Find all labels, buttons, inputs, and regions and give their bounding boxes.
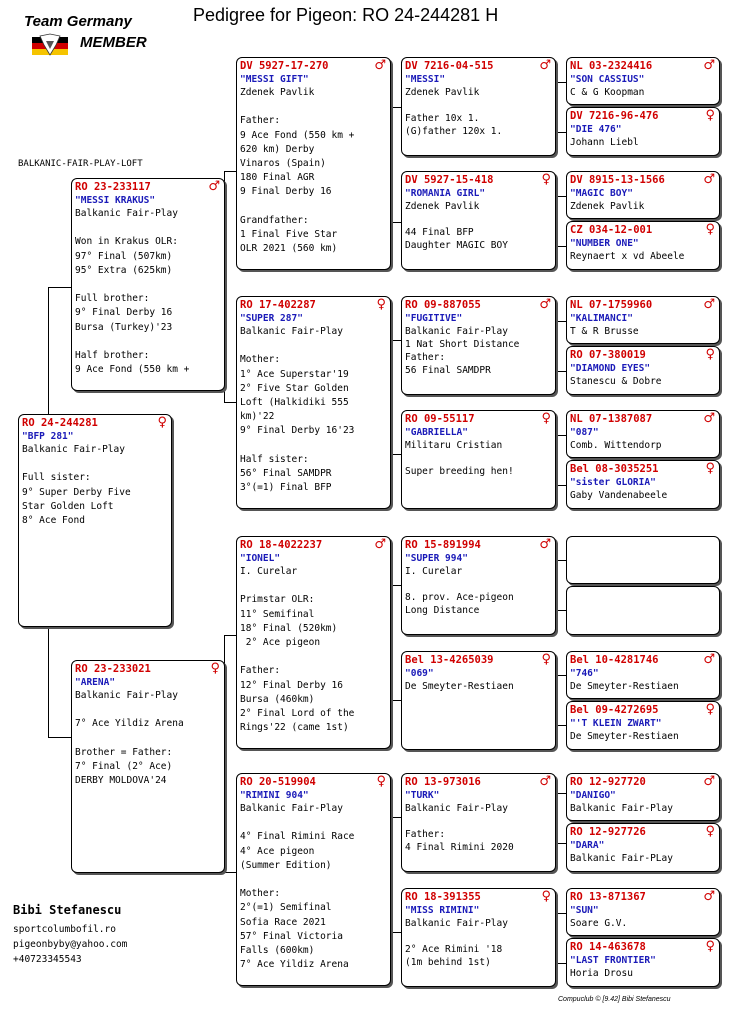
ring-number: RO 23-233021 — [75, 663, 151, 675]
female-icon: ♀ — [541, 172, 551, 187]
male-icon: ♂ — [703, 652, 715, 667]
pigeon-notes: I. Curelar Primstar OLR: 11° Semifinal 18° Final (520km) 2° Ace pigeon Father: 12° Final Derby 16 Bursa (460km) 2° Final Lord of the Rings'22 (came 1st) — [240, 566, 355, 734]
ring-number: RO 17-402287 — [240, 299, 316, 311]
female-icon: ♀ — [376, 774, 386, 789]
ring-number: RO 24-244281 — [22, 417, 98, 429]
ring-number: Bel 10-4281746 — [570, 654, 659, 666]
ring-number: Bel 08-3035251 — [570, 463, 659, 475]
ring-number: RO 13-871367 — [570, 891, 646, 903]
pigeon-card-g3[interactable] — [401, 888, 556, 987]
pigeon-card-ds[interactable] — [236, 536, 391, 749]
pigeon-card-g4[interactable] — [566, 107, 720, 156]
ring-number: RO 12-927720 — [570, 776, 646, 788]
pigeon-notes: Zdenek Pavlik — [570, 201, 645, 212]
pigeon-notes: Zdenek Pavlik Father: 9 Ace Fond (550 km + 620 km) Derby Vinaros (Spain) 180 Final AGR 9 Final Derby 16 Grandfather: 1 Final Five Star OLR 2021 (560 km) — [240, 87, 355, 255]
pigeon-name: "MESSI KRAKUS" — [75, 195, 156, 206]
male-icon: ♂ — [703, 297, 715, 312]
pigeon-name: "LAST FRONTIER" — [570, 955, 656, 966]
pigeon-name: "SON CASSIUS" — [570, 74, 645, 85]
female-icon: ♀ — [705, 222, 715, 237]
male-icon: ♂ — [539, 537, 551, 552]
pigeon-name: "TURK" — [405, 790, 440, 801]
female-icon: ♀ — [541, 411, 551, 426]
male-icon: ♂ — [703, 172, 715, 187]
pigeon-name: "BFP 281" — [22, 431, 74, 442]
pigeon-notes: Gaby Vandenabeele — [570, 490, 668, 501]
owner-contact — [13, 922, 127, 967]
pigeon-name: "MESSI" — [405, 74, 446, 85]
ring-number: Bel 13-4265039 — [405, 654, 494, 666]
pigeon-card-g4[interactable] — [566, 57, 720, 105]
pigeon-name: "DANIGO" — [570, 790, 616, 801]
footer-credit: Compuclub © [9.42] Bibi Stefanescu — [558, 996, 671, 1003]
pigeon-notes: Reynaert x vd Abeele — [570, 251, 685, 262]
pigeon-name: "GABRIELLA" — [405, 427, 468, 438]
pigeon-name: "SUPER 994" — [405, 553, 468, 564]
pigeon-name: "NUMBER ONE" — [570, 238, 639, 249]
pigeon-notes: I. Curelar 8. prov. Ace-pigeon Long Distance — [405, 566, 514, 616]
pigeon-notes: Balkanic Fair-Play 7° Ace Yildiz Arena Brother = Father: 7° Final (2° Ace) DERBY MOLDOVA'24 — [75, 690, 184, 787]
female-icon: ♀ — [541, 652, 551, 667]
female-icon: ♀ — [210, 661, 220, 676]
pigeon-name: "MESSI GIFT" — [240, 74, 309, 85]
pigeon-card-dd[interactable] — [236, 773, 391, 986]
pigeon-card-g4[interactable] — [566, 460, 720, 509]
pigeon-notes: De Smeyter-Restiaen — [570, 681, 679, 692]
female-icon: ♀ — [705, 939, 715, 954]
pigeon-name: "087" — [570, 427, 599, 438]
owner-website[interactable]: sportcolumbofil.ro — [13, 924, 116, 935]
pigeon-name: "ARENA" — [75, 677, 116, 688]
ring-number: Bel 09-4272695 — [570, 704, 659, 716]
ring-number: RO 23-233117 — [75, 181, 151, 193]
pigeon-card-g4[interactable] — [566, 296, 720, 344]
page-title: Pedigree for Pigeon: RO 24-244281 H — [193, 5, 499, 25]
pigeon-notes: Balkanic Fair-Play Full sister: 9° Super Derby Five Star Golden Loft 8° Ace Fond — [22, 444, 131, 527]
pigeon-card-ss[interactable] — [236, 57, 391, 270]
ring-number: RO 14-463678 — [570, 941, 646, 953]
female-icon: ♀ — [376, 297, 386, 312]
connector-line — [48, 287, 49, 415]
pigeon-notes: Balkanic Fair-PLay — [570, 853, 673, 864]
connector-line — [48, 287, 72, 288]
pigeon-card-g3[interactable] — [401, 410, 556, 509]
ring-number: RO 09-55117 — [405, 413, 475, 425]
pigeon-notes: De Smeyter-Restiaen — [405, 681, 514, 692]
eagle-flag-icon — [30, 33, 70, 57]
pigeon-name: "'T KLEIN ZWART" — [570, 718, 662, 729]
ring-number: RO 09-887055 — [405, 299, 481, 311]
pigeon-name: "MAGIC BOY" — [570, 188, 633, 199]
pigeon-notes: Balkanic Fair-Play 4° Final Rimini Race 4° Ace pigeon (Summer Edition) Mother: 2°(=1) Semifinal Sofia Race 2021 57° Final Victoria Falls (600km) 7° Ace Yildiz Arena — [240, 803, 355, 971]
pigeon-notes: Balkanic Fair-Play Father: 4 Final Rimini 2020 — [405, 803, 514, 853]
pigeon-card-g3[interactable] — [401, 773, 556, 872]
pigeon-name: "DIAMOND EYES" — [570, 363, 651, 374]
male-icon: ♂ — [539, 58, 551, 73]
pigeon-name: "RIMINI 904" — [240, 790, 309, 801]
pigeon-name: "MISS RIMINI" — [405, 905, 480, 916]
ring-number: CZ 034-12-001 — [570, 224, 653, 236]
female-icon: ♀ — [705, 108, 715, 123]
pigeon-card-dam[interactable] — [71, 660, 225, 873]
pigeon-notes: Balkanic Fair-Play 1 Nat Short Distance Father: 56 Final SAMDPR — [405, 326, 520, 376]
male-icon: ♂ — [539, 774, 551, 789]
pigeon-card-g4[interactable] — [566, 938, 720, 987]
pigeon-card-g3[interactable] — [401, 651, 556, 750]
male-icon: ♂ — [703, 58, 715, 73]
pigeon-card-empty[interactable] — [566, 536, 720, 584]
male-icon: ♂ — [208, 179, 220, 194]
ring-number: DV 7216-96-476 — [570, 110, 659, 122]
pigeon-notes: Balkanic Fair-Play Mother: 1° Ace Superstar'19 2° Five Star Golden Loft (Halkidiki 555 km)'22 9° Final Derby 16'23 Half sister: 56° Final SAMDPR 3°(=1) Final BFP — [240, 326, 355, 494]
pigeon-card-sire[interactable] — [71, 178, 225, 391]
female-icon: ♀ — [705, 702, 715, 717]
pigeon-card-g4[interactable] — [566, 773, 720, 821]
pigeon-name: "IONEL" — [240, 553, 281, 564]
pigeon-notes: T & R Brusse — [570, 326, 639, 337]
ring-number: NL 07-1759960 — [570, 299, 653, 311]
pigeon-card-g3[interactable] — [401, 57, 556, 156]
pigeon-card-g3[interactable] — [401, 171, 556, 270]
pigeon-notes: Zdenek Pavlik Father 10x 1. (G)father 120x 1. — [405, 87, 503, 137]
pigeon-card-g4[interactable] — [566, 171, 720, 219]
pigeon-notes: Balkanic Fair-Play Won in Krakus OLR: 97° Final (507km) 95° Extra (625km) Full brother: 9° Final Derby 16 Bursa (Turkey)'23 Half brother: 9 Ace Fond (550 km + — [75, 208, 190, 376]
pigeon-notes: Militaru Cristian Super breeding hen! — [405, 440, 514, 477]
male-icon: ♂ — [539, 297, 551, 312]
ring-number: DV 5927-15-418 — [405, 174, 494, 186]
ring-number: RO 18-4022237 — [240, 539, 323, 551]
pigeon-name: "ROMANIA GIRL" — [405, 188, 486, 199]
female-icon: ♀ — [705, 347, 715, 362]
ring-number: DV 8915-13-1566 — [570, 174, 665, 186]
female-icon: ♀ — [157, 415, 167, 430]
connector-line — [48, 626, 49, 737]
owner-phone: +40723345543 — [13, 954, 82, 965]
female-icon: ♀ — [705, 824, 715, 839]
pigeon-notes: C & G Koopman — [570, 87, 645, 98]
pigeon-notes: Johann Liebl — [570, 137, 639, 148]
pigeon-card-subject[interactable] — [18, 414, 172, 627]
male-icon: ♂ — [703, 889, 715, 904]
pigeon-card-g4[interactable] — [566, 888, 720, 936]
pigeon-name: "SUPER 287" — [240, 313, 303, 324]
pigeon-card-g4[interactable] — [566, 410, 720, 458]
ring-number: RO 07-380019 — [570, 349, 646, 361]
ring-number: RO 15-891994 — [405, 539, 481, 551]
ring-number: NL 07-1387087 — [570, 413, 653, 425]
ring-number: RO 13-973016 — [405, 776, 481, 788]
team-germany-label: Team Germany — [24, 13, 132, 30]
pigeon-notes: De Smeyter-Restiaen — [570, 731, 679, 742]
pigeon-card-g3[interactable] — [401, 296, 556, 395]
ring-number: DV 7216-04-515 — [405, 60, 494, 72]
male-icon: ♂ — [374, 58, 386, 73]
pigeon-name: "DIE 476" — [570, 124, 622, 135]
pigeon-notes: Comb. Wittendorp — [570, 440, 662, 451]
pigeon-notes: Stanescu & Dobre — [570, 376, 662, 387]
member-label: MEMBER — [80, 34, 147, 51]
pigeon-card-g4[interactable] — [566, 346, 720, 395]
pigeon-name: "FUGITIVE" — [405, 313, 463, 324]
pigeon-name: "DARA" — [570, 840, 605, 851]
pigeon-notes: Soare G.V. — [570, 918, 628, 929]
pigeon-card-g4[interactable] — [566, 651, 720, 699]
pigeon-name: "SUN" — [570, 905, 599, 916]
pigeon-card-g4[interactable] — [566, 221, 720, 270]
pigeon-notes: Balkanic Fair-Play 2° Ace Rimini '18 (1m behind 1st) — [405, 918, 508, 968]
female-icon: ♀ — [705, 461, 715, 476]
pigeon-name: "KALIMANCI" — [570, 313, 633, 324]
owner-name: Bibi Stefanescu — [13, 903, 122, 917]
loft-name: BALKANIC-FAIR-PLAY-LOFT — [18, 159, 143, 169]
pigeon-card-g3[interactable] — [401, 536, 556, 635]
pigeon-name: "746" — [570, 668, 599, 679]
pigeon-card-g4[interactable] — [566, 823, 720, 872]
female-icon: ♀ — [541, 889, 551, 904]
pigeon-notes: Balkanic Fair-Play — [570, 803, 673, 814]
male-icon: ♂ — [703, 774, 715, 789]
pigeon-name: "sister GLORIA" — [570, 477, 656, 488]
pigeon-name: "069" — [405, 668, 434, 679]
ring-number: DV 5927-17-270 — [240, 60, 329, 72]
pigeon-card-sd[interactable] — [236, 296, 391, 509]
owner-email[interactable]: pigeonbyby@yahoo.com — [13, 939, 128, 950]
pigeon-notes: Zdenek Pavlik 44 Final BFP Daughter MAGIC BOY — [405, 201, 508, 251]
male-icon: ♂ — [374, 537, 386, 552]
connector-line — [48, 737, 72, 738]
pigeon-card-empty[interactable] — [566, 586, 720, 635]
male-icon: ♂ — [703, 411, 715, 426]
ring-number: RO 20-519904 — [240, 776, 316, 788]
ring-number: NL 03-2324416 — [570, 60, 653, 72]
ring-number: RO 18-391355 — [405, 891, 481, 903]
pigeon-notes: Horia Drosu — [570, 968, 633, 979]
ring-number: RO 12-927726 — [570, 826, 646, 838]
pigeon-card-g4[interactable] — [566, 701, 720, 750]
